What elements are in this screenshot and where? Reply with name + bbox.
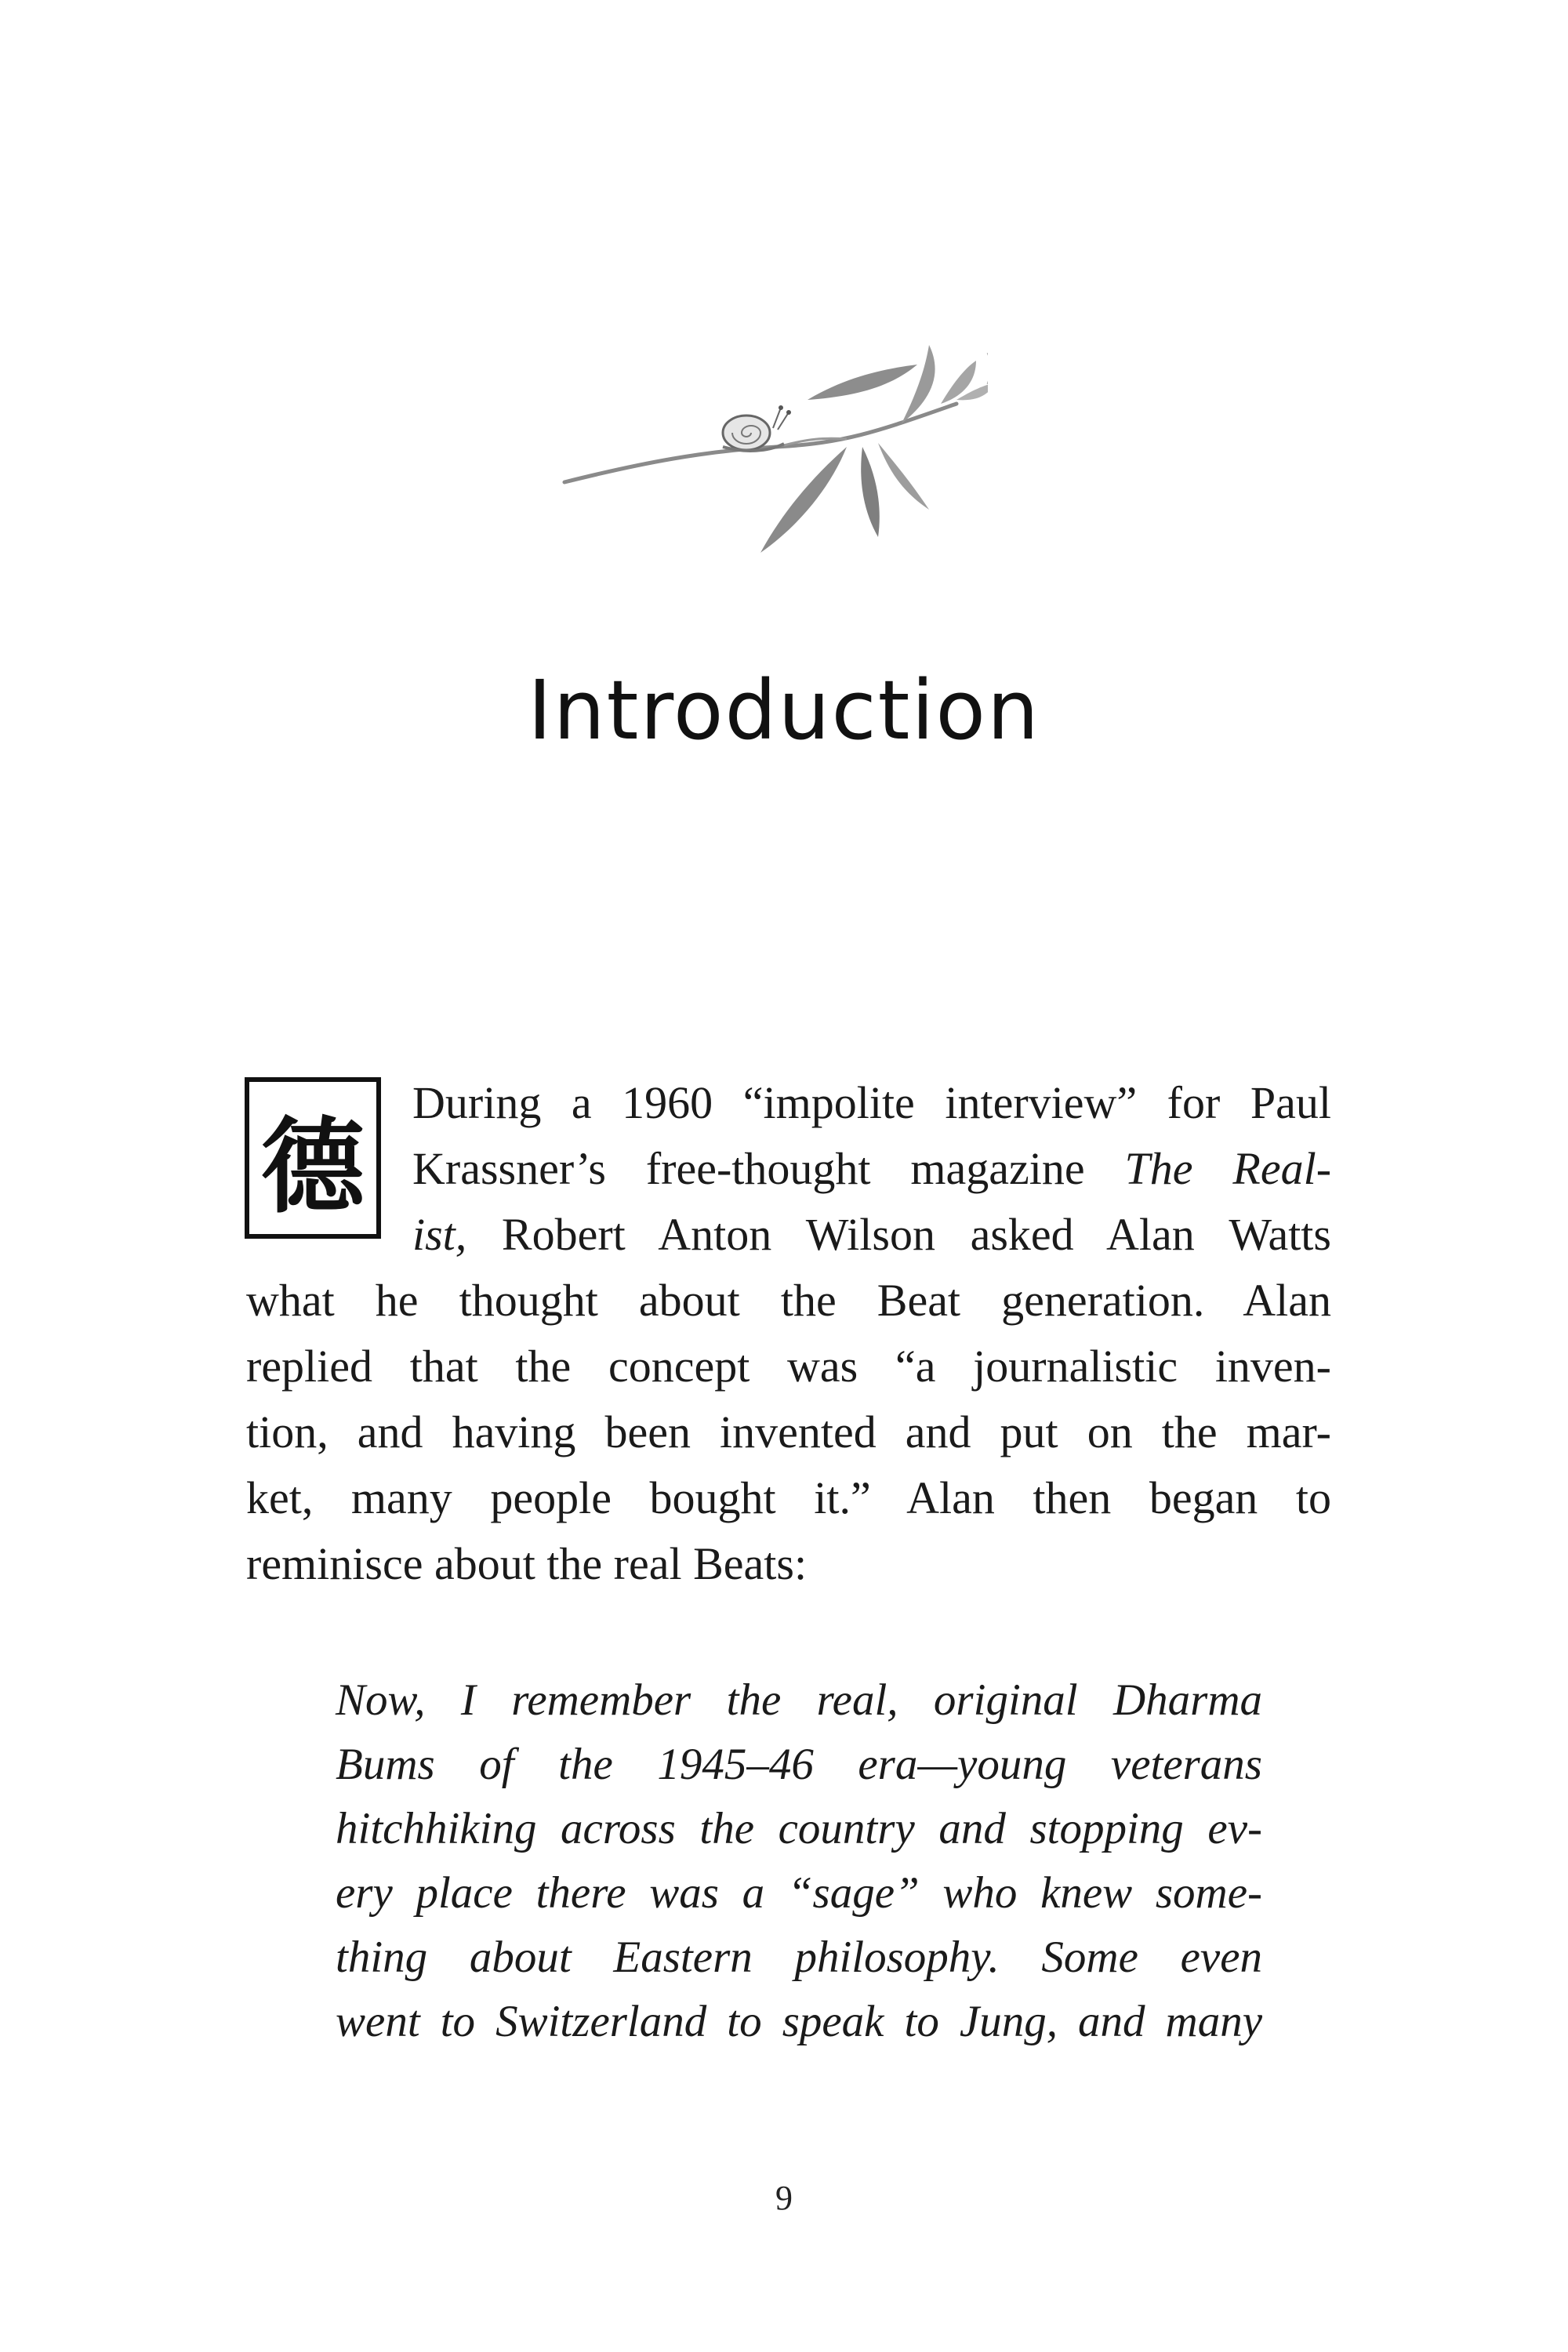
quote-line: hitchhiking across the country and stopping ev- [336,1804,1262,1853]
paragraph-line: what he thought about the Beat generation. Alan [246,1275,1331,1326]
quote-line: ery place there was a “sage” who knew some- [336,1868,1262,1918]
paragraph-line: ket, many people bought it.” Alan then began to [246,1472,1331,1523]
quote-line: Now, I remember the real, original Dharma [336,1675,1262,1725]
paragraph-line: replied that the concept was “a journalistic inven- [246,1341,1331,1392]
chapter-title: Introduction [528,662,1040,758]
drop-cap-glyph: 德 [245,1077,381,1239]
paragraph-line [412,1209,1331,1260]
quote-line: Bums of the 1945–46 era—young veterans [336,1740,1262,1789]
quote-line: thing about Eastern philosophy. Some even [336,1933,1262,1982]
magazine-title: ist, [412,1209,467,1260]
quote-line: went to Switzerland to speak to Jung, and many [336,1997,1262,2046]
bamboo-branch-with-snail-icon [549,329,988,564]
paragraph-line: During a 1960 “impolite interview” for Paul [412,1077,1331,1128]
magazine-title: The Real- [1124,1143,1332,1194]
paragraph-line: tion, and having been invented and put on the mar- [246,1406,1331,1457]
paragraph-line: reminisce about the real Beats: [246,1538,808,1589]
paragraph-line [412,1143,1332,1194]
paragraph-text: Robert Anton Wilson asked Alan Watts [466,1209,1331,1260]
page-number: 9 [775,2179,793,2217]
paragraph-text: Krassner’s free-thought magazine [412,1143,1125,1194]
